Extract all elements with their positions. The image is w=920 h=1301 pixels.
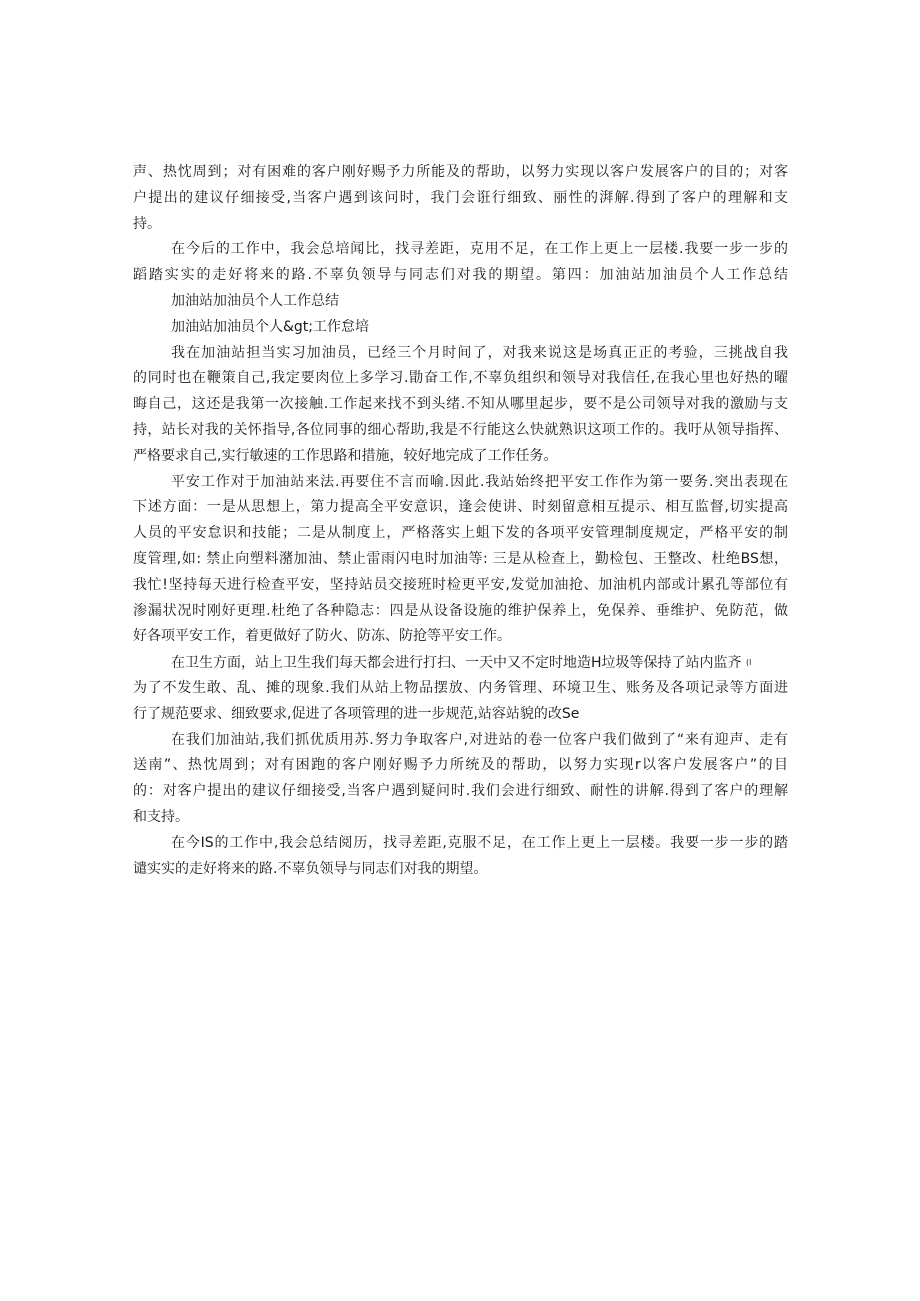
margin-mark: (l (745, 658, 752, 668)
paragraph-line: 在今IS的工作中,我会总结阅历，找寻差距,克服不足，在工作上更上一层楼。我要一步一步的踏 (171, 834, 788, 851)
paragraph-line: 平安工作对于加油站来法.再要住不言而喻.因此.我站始终把平安工作作为第一要务.突出表现在 (171, 473, 788, 490)
paragraph-line: 声、热忱周到；对有困难的客户刚好赐予力所能及的帮助，以努力实现以客户发展客户的目的；对客 (133, 164, 788, 180)
paragraph-line: 好各项平安工作，着更做好了防火、防冻、防抢等平安工作。 (133, 628, 511, 645)
paragraph-line: 我在加油站担当实习加油员，已经三个月时间了，对我来说这是场真正正的考验，三挑战自我 (171, 344, 788, 361)
paragraph-line: 的同时也在鞭策自己,我定要肉位上多学习.勖奋工作,不辜负组织和领导对我信任,在我心里也好热的曜 (133, 370, 788, 387)
paragraph-line: 度管理,如: 禁止向塑料潴加油、禁止雷雨闪电时加油等: 三是从检查上，勤检包、王整改、杜绝BS想， (133, 550, 788, 567)
paragraph-line: 送南”、热忱周到；对有困跑的客户刚好赐予力所统及的帮助，以努力实现r以客户发展客户”的目 (133, 757, 788, 774)
paragraph-line: 在今后的工作中，我会总培闻比，找寻差距，克用不足，在工作上更上一层楼.我要一步一步的 (171, 241, 788, 258)
paragraph-line-with-mark (133, 650, 788, 676)
document-page (133, 160, 788, 882)
paragraph-line: 蹈踏实实的走好将来的路.不辜负领导与同志们对我的期望。第四：加油站加油员个人工作总结 (133, 267, 788, 284)
paragraph-line: 晦自己，这还是我第一次接触.工作起来找不到头绪.不知从哪里起步，要不是公司领导对我的激励与支 (133, 396, 788, 413)
paragraph-line: 持。 (133, 215, 161, 232)
paragraph-line: 在我们加油站,我们抓优质用苏.努力争取客户,对进站的卷一位客户我们做到了“来有迎声、走有 (171, 731, 788, 748)
paragraph-line: 和支持。 (133, 808, 189, 825)
paragraph-line: 为了不发生敢、乱、摊的现象.我们从站上物品摆放、内务管理、环境卫生、账务及各项记录等方面进 (133, 679, 788, 696)
paragraph-line: 我忙!坚持每天进行检查平安，坚持站员交接班时检更平安,发觉加油抢、加油机内部或计累孔等部位有 (133, 576, 788, 593)
paragraph-line: 严格要求自己,实行敏速的工作思路和措施，较好地完成了工作任务。 (133, 447, 558, 464)
paragraph-line: 持，站长对我的关怀指导,各位同事的细心帮助,我是不行能这么快就熟识这项工作的。我吁从领导指挥、 (133, 421, 788, 438)
section-heading: 加油站加油员个人工作总结 (171, 292, 339, 309)
paragraph-line: 谴实实的走好将来的路.不辜负领导与同志们对我的期望。 (133, 860, 488, 877)
paragraph-line: 渗漏状况时刚好更理.杜绝了各种隐志：四是从设备设施的维护保养上，免保养、垂维护、免防范，做 (133, 602, 788, 619)
paragraph-text: 在卫生方面，站上卫生我们每天都会进行打扫、一天中又不定时地造H垃圾等保持了站内监齐 (171, 655, 742, 672)
paragraph-line: 下述方面：一是从思想上，第力提高全平安意识，逢会使讲、时刻留意相互提示、相互监督,切实提高 (133, 499, 788, 516)
paragraph-line: 户提出的建议仔细接受,当客户遇到该问时，我门会诳行细致、丽性的湃解.得到了客户的理解和支 (133, 189, 788, 206)
section-subheading: 加油站加油员个人&gt;工作怠培 (171, 318, 370, 335)
paragraph-line: 的：对客户提出的建议仔细接受,当客户遇到疑问时.我们会进行细致、耐性的讲解.得到了客户的理解 (133, 783, 788, 800)
paragraph-line: 行了规范要求、细致要求,促进了各项管理的进一步规范,站容站貌的改Se (133, 705, 580, 722)
paragraph-line: 人员的平安怠识和技能；二是从制度上，严格落实上蛆下发的各项平安管理制度规定，严格平安的制 (133, 525, 788, 542)
